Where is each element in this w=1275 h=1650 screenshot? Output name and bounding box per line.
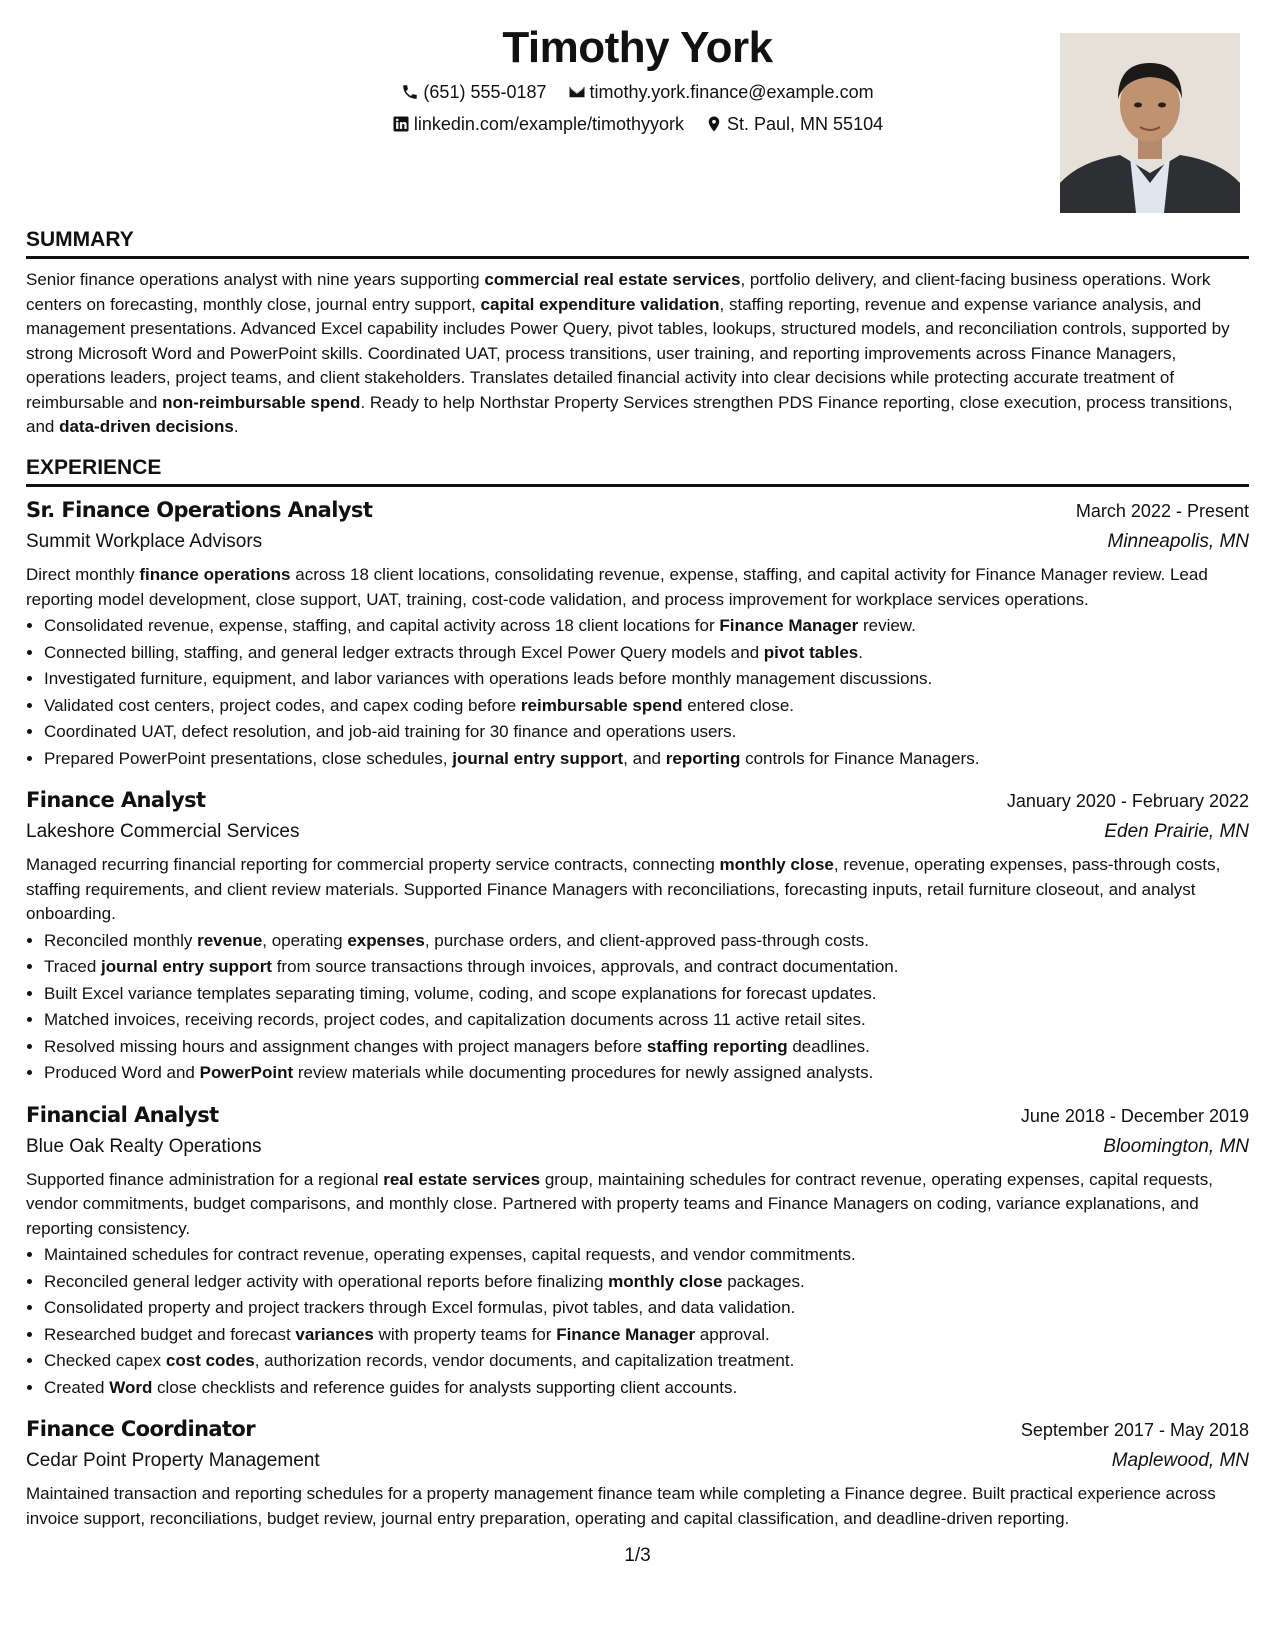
bullet-item: • Maintained schedules for contract revenue, operating expenses, capital requests, and vendor commitments. bbox=[44, 1242, 1249, 1269]
emphasis-text: real estate services bbox=[383, 1169, 541, 1189]
company-name: Blue Oak Realty Operations bbox=[26, 1135, 262, 1157]
job-entry bbox=[26, 495, 1249, 772]
job-title: Financial Analyst bbox=[26, 1102, 219, 1127]
page-number: 1/3 bbox=[624, 1545, 651, 1566]
job-dates: March 2022 - Present bbox=[1075, 501, 1249, 521]
profile-photo-illustration bbox=[1060, 33, 1240, 213]
job-description: Supported finance administration for a regional real estate services group, maintaining schedules for contract revenue, operating expenses, capital requests, vendor commitments, budget comparisons, and monthly close. Partnered with property teams and Finance Managers on coding, variance explanations, and reporting consistency. bbox=[26, 1169, 1213, 1238]
job-location: Eden Prairie, MN bbox=[1104, 821, 1249, 842]
emphasis-text: expenses bbox=[347, 930, 425, 950]
bullet-item: • Matched invoices, receiving records, project codes, and capitalization documents across 11 active retail sites. bbox=[44, 1007, 1249, 1034]
company-name: Lakeshore Commercial Services bbox=[26, 821, 300, 842]
job-dates: June 2018 - December 2019 bbox=[1020, 1105, 1249, 1126]
emphasis-text: pivot tables bbox=[763, 642, 859, 662]
envelope-icon bbox=[568, 83, 586, 101]
job-entry bbox=[26, 1100, 1249, 1402]
bullet-item: • Prepared PowerPoint presentations, close schedules, journal entry support, and reporting controls for Finance Managers. bbox=[44, 746, 1249, 773]
bullet-item: • Reconciled monthly revenue, operating expenses, purchase orders, and client-approved pass-through costs. bbox=[44, 928, 1249, 955]
location-text: St. Paul, MN 55104 bbox=[727, 114, 884, 134]
experience-heading: EXPERIENCE bbox=[26, 456, 162, 479]
emphasis-text: non-reimbursable spend bbox=[162, 392, 361, 412]
summary-divider bbox=[26, 256, 1249, 259]
job-entry bbox=[26, 1414, 1249, 1531]
experience-section bbox=[26, 454, 1249, 1531]
summary-section bbox=[26, 226, 1249, 440]
job-dates: September 2017 - May 2018 bbox=[1020, 1420, 1249, 1440]
job-description: Maintained transaction and reporting schedules for a property management finance team while completing a Finance degree. Built practical experience across invoice support, reconciliations, budget review, journal entry preparation, operating and capital classification, and deadline-driven reporting. bbox=[26, 1484, 1216, 1528]
job-bullets bbox=[26, 613, 1249, 772]
emphasis-text: monthly close bbox=[719, 855, 834, 874]
job-dates: January 2020 - February 2022 bbox=[1006, 791, 1249, 811]
emphasis-text: Finance Manager bbox=[719, 616, 859, 635]
resume-page bbox=[26, 0, 1249, 1650]
resume-header bbox=[26, 0, 1249, 232]
job-bullets bbox=[26, 1242, 1249, 1401]
job-bullets bbox=[26, 928, 1249, 1087]
job-location: Maplewood, MN bbox=[1111, 1450, 1249, 1471]
bullet-item: • Checked capex cost codes, authorization records, vendor documents, and capitalization treatment. bbox=[44, 1348, 1249, 1375]
job-location: Minneapolis, MN bbox=[1107, 531, 1249, 552]
bullet-item: • Consolidated property and project trackers through Excel formulas, pivot tables, and data validation. bbox=[44, 1295, 1249, 1322]
contact-email[interactable] bbox=[568, 80, 874, 104]
company-name: Cedar Point Property Management bbox=[26, 1450, 320, 1471]
emphasis-text: reporting bbox=[665, 748, 741, 768]
job-description: Direct monthly finance operations across 18 client locations, consolidating revenue, expense, staffing, and capital activity for Finance Manager review. Lead reporting model development, close support, UAT, training, cost-code validation, and process improvement for workplace services operations. bbox=[26, 565, 1208, 609]
contact-linkedin[interactable] bbox=[392, 112, 684, 136]
bullet-item: • Researched budget and forecast variances with property teams for Finance Manager approval. bbox=[44, 1322, 1249, 1349]
bullet-item: • Coordinated UAT, defect resolution, and job-aid training for 30 finance and operations users. bbox=[44, 719, 1249, 746]
emphasis-text: journal entry support bbox=[452, 748, 624, 768]
job-title: Finance Analyst bbox=[26, 788, 206, 812]
bullet-item: • Produced Word and PowerPoint review materials while documenting procedures for newly assigned analysts. bbox=[44, 1060, 1249, 1087]
emphasis-text: revenue bbox=[197, 930, 263, 950]
emphasis-text: data-driven decisions bbox=[59, 417, 234, 436]
bullet-item: • Resolved missing hours and assignment changes with project managers before staffing reporting deadlines. bbox=[44, 1034, 1249, 1061]
candidate-name: Timothy York bbox=[502, 23, 773, 72]
bullet-item: • Consolidated revenue, expense, staffing, and capital activity across 18 client locations for Finance Manager review. bbox=[44, 613, 1249, 640]
emphasis-text: PowerPoint bbox=[199, 1063, 294, 1082]
bullet-item: • Built Excel variance templates separating timing, volume, coding, and scope explanations for forecast updates. bbox=[44, 981, 1249, 1008]
experience-divider bbox=[26, 484, 1249, 487]
emphasis-text: reimbursable spend bbox=[520, 695, 683, 715]
emphasis-text: capital expenditure validation bbox=[480, 294, 720, 314]
map-pin-icon bbox=[705, 115, 723, 133]
summary-heading: SUMMARY bbox=[26, 228, 134, 251]
emphasis-text: commercial real estate services bbox=[484, 270, 741, 289]
phone-icon bbox=[401, 83, 419, 101]
emphasis-text: Finance Manager bbox=[556, 1324, 696, 1344]
job-title: Finance Coordinator bbox=[26, 1417, 256, 1441]
emphasis-text: finance operations bbox=[139, 565, 291, 584]
bullet-item: • Reconciled general ledger activity with operational reports before finalizing monthly close packages. bbox=[44, 1269, 1249, 1296]
company-name: Summit Workplace Advisors bbox=[26, 531, 263, 552]
bullet-item: • Validated cost centers, project codes, and capex coding before reimbursable spend entered close. bbox=[44, 693, 1249, 720]
bullet-item: • Traced journal entry support from source transactions through invoices, approvals, and contract documentation. bbox=[44, 954, 1249, 981]
linkedin-icon bbox=[392, 115, 410, 133]
phone-text: (651) 555-0187 bbox=[423, 82, 547, 102]
job-description: Managed recurring financial reporting for commercial property service contracts, connecting monthly close, revenue, operating expenses, pass-through costs, staffing requirements, and client review materials. Supported Finance Managers with reconciliations, forecasting inputs, retail furniture closeout, and analyst onboarding. bbox=[26, 855, 1221, 923]
emphasis-text: monthly close bbox=[608, 1271, 723, 1291]
emphasis-text: Word bbox=[109, 1377, 153, 1397]
bullet-item: • Created Word close checklists and reference guides for analysts supporting client accounts. bbox=[44, 1375, 1249, 1402]
emphasis-text: staffing reporting bbox=[646, 1036, 788, 1056]
summary-text: Senior finance operations analyst with nine years supporting commercial real estate services, portfolio delivery, and client-facing business operations. Work centers on forecasting, monthly close, journal entry support, capital expenditure validation, staffing reporting, revenue and expense variance analysis, and management presentations. Advanced Excel capability includes Power Query, pivot tables, lookups, structured models, and reconciliation controls, supported by strong Microsoft Word and PowerPoint skills. Coordinated UAT, process transitions, user training, and reporting improvements across Finance Managers, operations leaders, project teams, and client stakeholders. Translates detailed financial activity into clear decisions while protecting accurate treatment of reimbursable and non-reimbursable spend. Ready to help Northstar Property Services strengthen PDS Finance reporting, close execution, process transitions, and data-driven decisions. bbox=[26, 270, 1233, 436]
email-text: timothy.york.finance@example.com bbox=[589, 82, 874, 102]
job-entry bbox=[26, 785, 1249, 1087]
job-title: Sr. Finance Operations Analyst bbox=[26, 498, 373, 522]
profile-photo bbox=[1060, 33, 1240, 213]
contact-location bbox=[705, 112, 883, 136]
job-location: Bloomington, MN bbox=[1103, 1135, 1249, 1157]
linkedin-text: linkedin.com/example/timothyyork bbox=[413, 114, 684, 134]
bullet-item: • Investigated furniture, equipment, and labor variances with operations leads before monthly management discussions. bbox=[44, 666, 1249, 693]
contact-phone bbox=[401, 80, 546, 104]
emphasis-text: journal entry support bbox=[101, 957, 272, 976]
bullet-item: • Connected billing, staffing, and general ledger extracts through Excel Power Query models and pivot tables. bbox=[44, 640, 1249, 667]
emphasis-text: cost codes bbox=[165, 1351, 255, 1370]
emphasis-text: variances bbox=[295, 1324, 374, 1344]
